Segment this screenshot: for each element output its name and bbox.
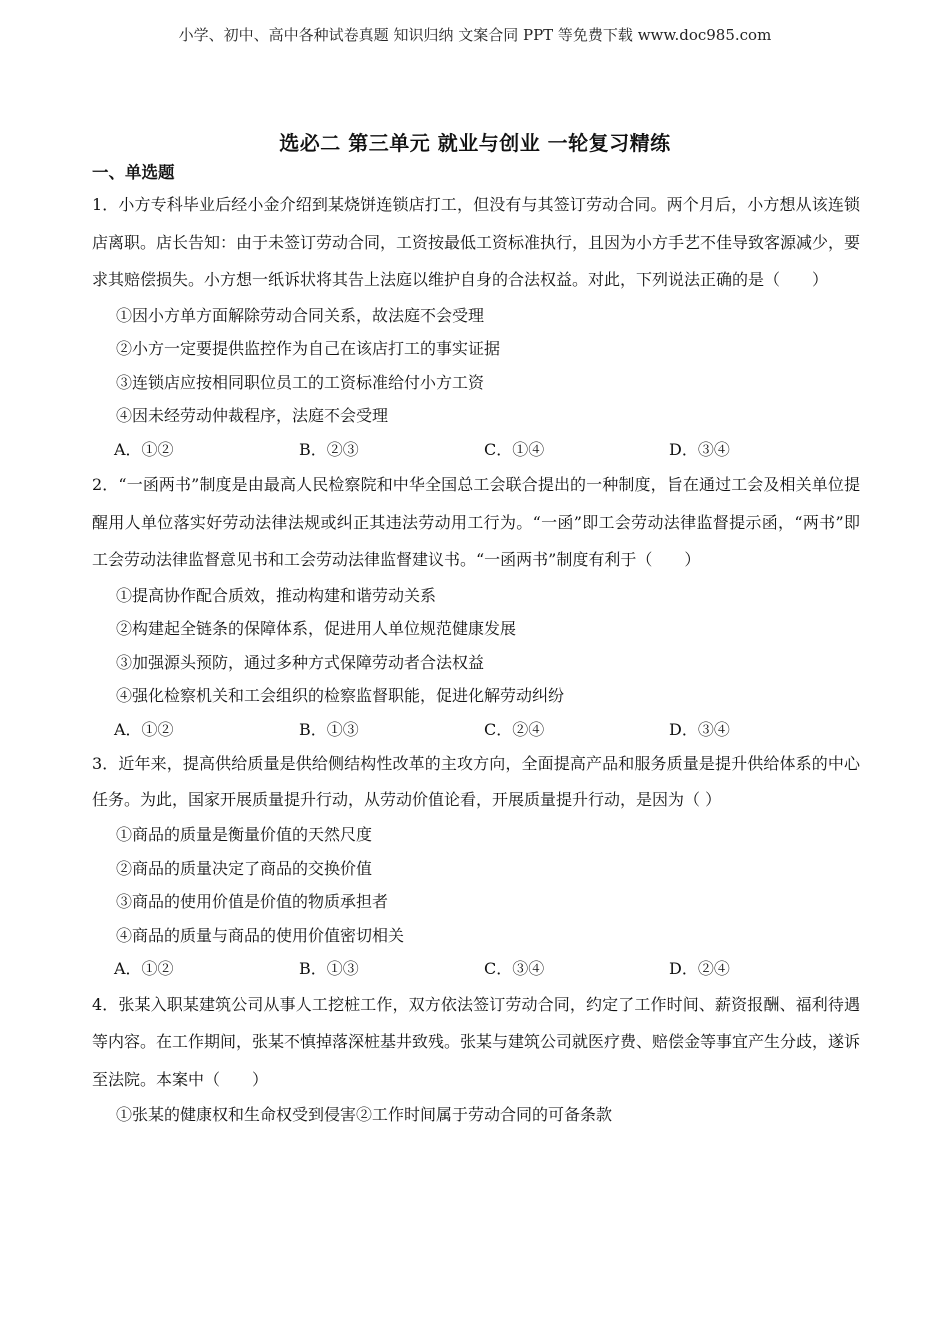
question-3	[92, 746, 860, 986]
choice-c[interactable]: C．①④	[484, 439, 545, 459]
question-1	[92, 186, 860, 466]
question-stem: 4．张某入职某建筑公司从事人工挖桩工作，双方依法签订劳动合同，约定了工作时间、薪资报酬、福利待遇等内容。在工作期间，张某不慎掉落深桩基井致残。张某与建筑公司就医疗费、赔偿金等事宜产生分歧，遂诉至法院。本案中（ ）	[92, 994, 861, 1089]
choice-d[interactable]: D．③④	[669, 719, 730, 739]
choice-d[interactable]: D．③④	[669, 439, 730, 459]
option-item: ④强化检察机关和工会组织的检察监督职能，促进化解劳动纠纷	[116, 686, 565, 705]
question-stem: 3．近年来，提高供给质量是供给侧结构性改革的主攻方向，全面提高产品和服务质量是提升供给体系的中心任务。为此，国家开展质量提升行动，从劳动价值论看，开展质量提升行动，是因为（ ）	[92, 754, 860, 809]
question-4	[92, 986, 860, 1132]
option-item: ①提高协作配合质效，推动构建和谐劳动关系	[116, 585, 437, 605]
option-item: ③加强源头预防，通过多种方式保障劳动者合法权益	[116, 652, 485, 672]
answer-choices	[92, 952, 860, 986]
option-item: ②商品的质量决定了商品的交换价值	[116, 858, 373, 878]
choice-c[interactable]: C．②④	[484, 719, 545, 739]
choice-b[interactable]: B．②③	[299, 439, 359, 459]
option-item: ④因未经劳动仲裁程序，法庭不会受理	[116, 406, 389, 425]
page-title: 选必二 第三单元 就业与创业 一轮复习精练	[279, 131, 671, 155]
option-item: ①商品的质量是衡量价值的天然尺度	[116, 825, 373, 844]
choice-a[interactable]: A．①②	[114, 719, 174, 739]
option-item: ④商品的质量与商品的使用价值密切相关	[116, 925, 405, 945]
page-header: 小学、初中、高中各种试卷真题 知识归纳 文案合同 PPT 等免费下载 www.doc985.com	[178, 26, 772, 44]
question-2	[92, 466, 860, 746]
choice-c[interactable]: C．③④	[484, 959, 545, 978]
question-stem: 1．小方专科毕业后经小金介绍到某烧饼连锁店打工，但没有与其签订劳动合同。两个月后，小方想从该连锁店离职。店长告知：由于未签订劳动合同，工资按最低工资标准执行，且因为小方手艺不佳导致客源减少，要求其赔偿损失。小方想一纸诉状将其告上法庭以维护自身的合法权益。对此，下列说法正确的是（ ）	[92, 195, 861, 289]
choice-a[interactable]: A．①②	[114, 439, 174, 459]
question-stem: 2．“一函两书”制度是由最高人民检察院和中华全国总工会联合提出的一种制度，旨在通过工会及相关单位提醒用人单位落实好劳动法律法规或纠正其违法劳动用工行为。“一函”即工会劳动法律监督提示函，“两书”即工会劳动法律监督意见书和工会劳动法律监督建议书。“一函两书”制度有利于（ ）	[92, 475, 860, 569]
answer-choices	[92, 713, 860, 747]
option-item: ③商品的使用价值是价值的物质承担者	[116, 892, 389, 911]
choice-b[interactable]: B．①③	[299, 959, 359, 978]
option-item: ①张某的健康权和生命权受到侵害②工作时间属于劳动合同的可备条款	[116, 1105, 613, 1124]
option-item: ①因小方单方面解除劳动合同关系，故法庭不会受理	[116, 305, 485, 325]
option-item: ②构建起全链条的保障体系，促进用人单位规范健康发展	[116, 619, 517, 638]
option-item: ③连锁店应按相同职位员工的工资标准给付小方工资	[116, 372, 485, 392]
choice-b[interactable]: B．①③	[299, 719, 359, 739]
choice-d[interactable]: D．②④	[669, 959, 730, 978]
option-item: ②小方一定要提供监控作为自己在该店打工的事实证据	[116, 339, 501, 358]
section-heading: 一、单选题	[92, 163, 175, 182]
document-body	[92, 160, 860, 1132]
choice-a[interactable]: A．①②	[114, 959, 174, 978]
answer-choices	[92, 433, 860, 467]
